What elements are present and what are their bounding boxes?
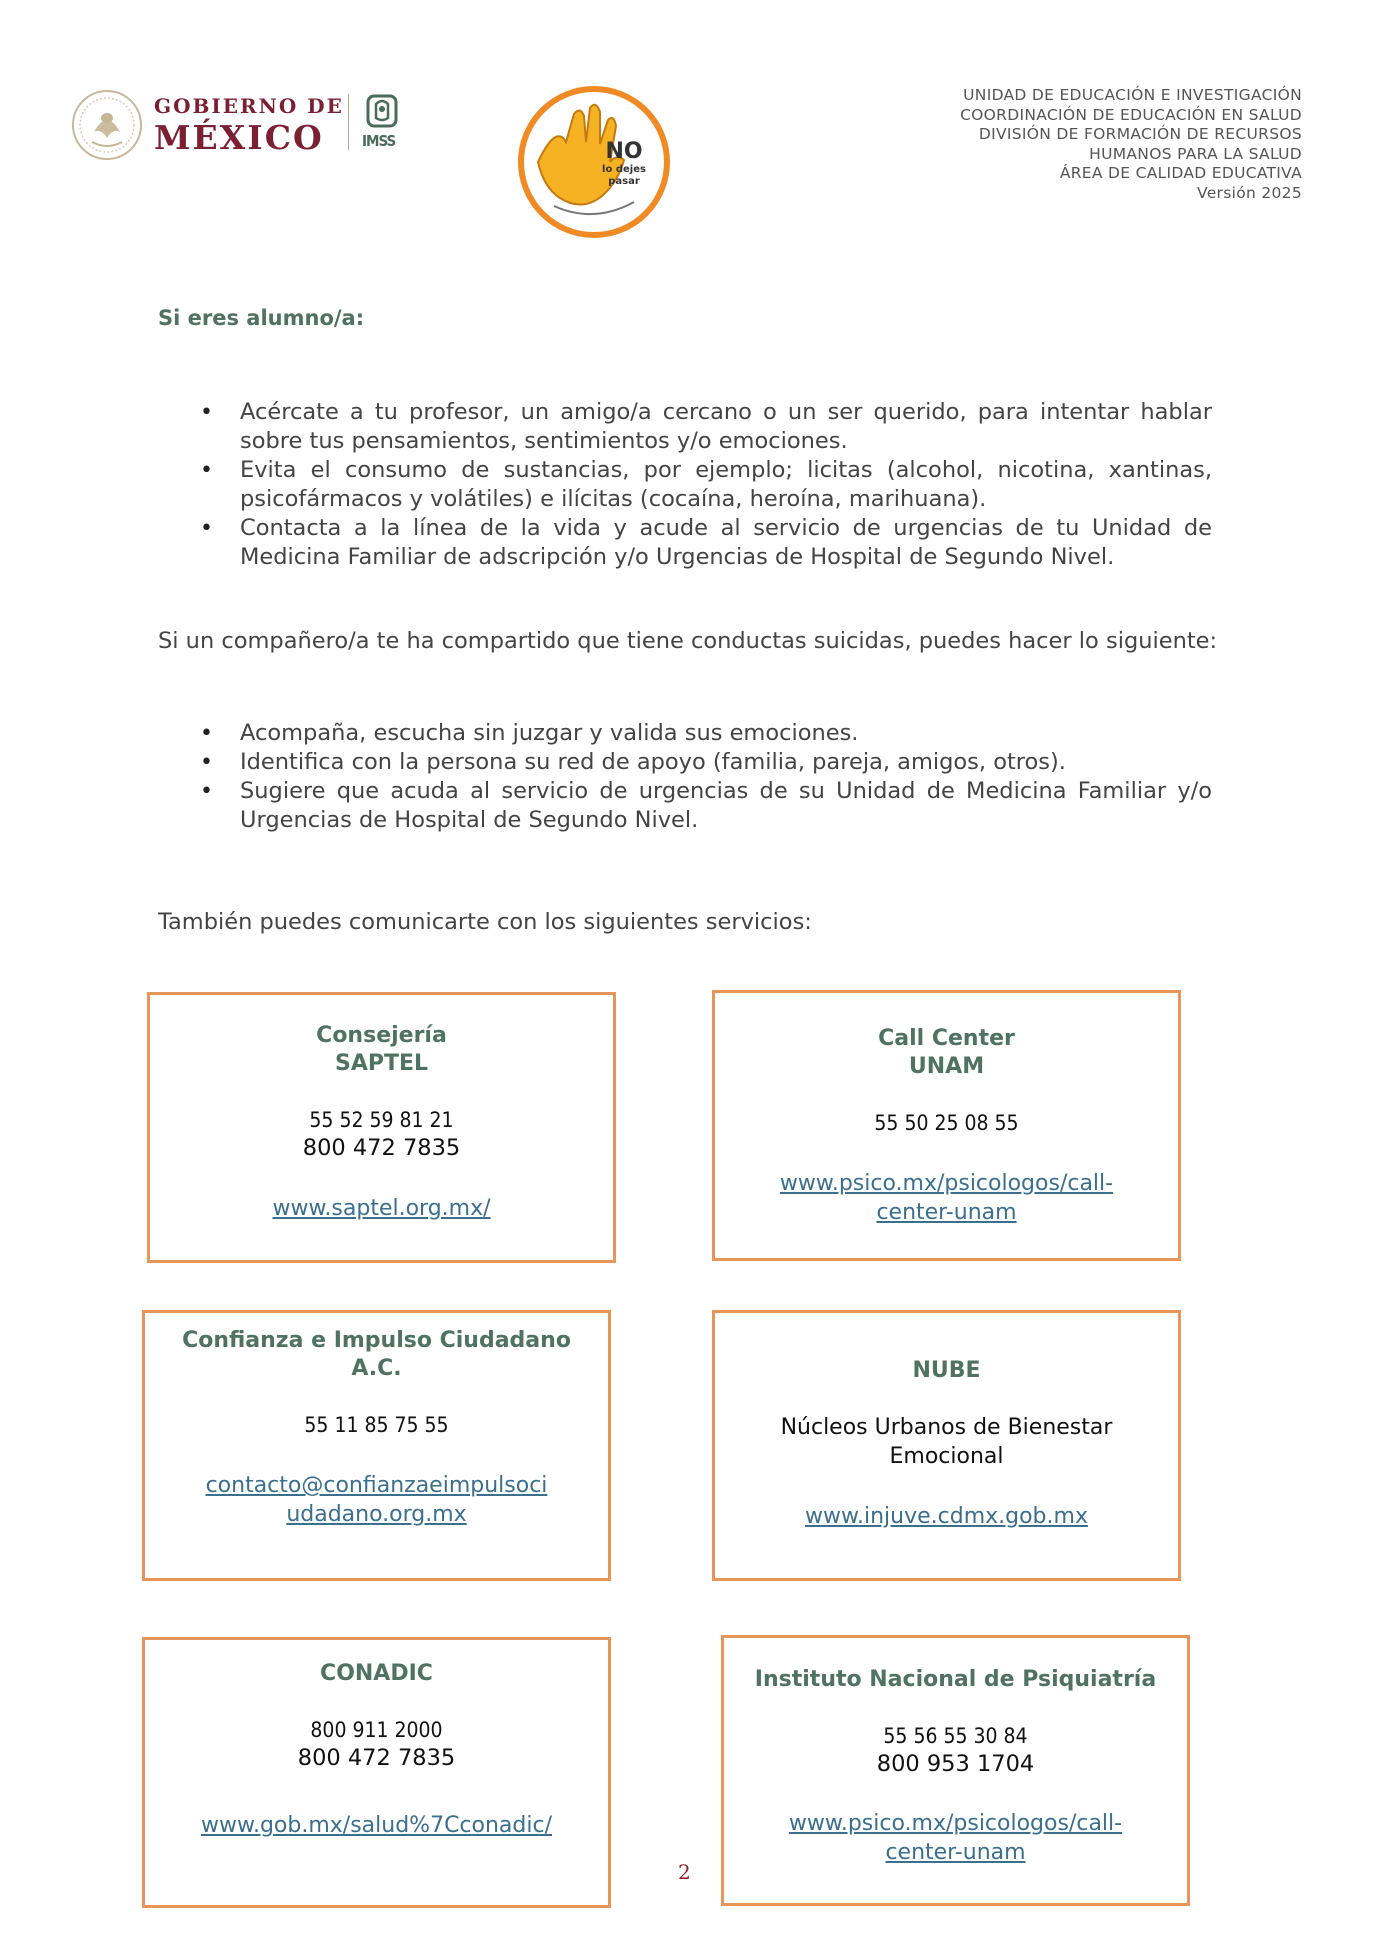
page-number: 2 — [678, 1860, 691, 1884]
logo-pasar-text: pasar — [608, 176, 640, 187]
gobierno-line2: MÉXICO — [154, 118, 324, 157]
card-title: A.C. — [351, 1356, 402, 1381]
card-link[interactable]: www.psico.mx/psicologos/call- — [788, 1811, 1123, 1836]
services-intro: También puedes comunicarte con los siguientes servicios: — [158, 909, 812, 935]
gobierno-wordmark — [154, 94, 344, 157]
card-link[interactable]: contacto@confianzaeimpulsoci — [205, 1473, 548, 1498]
service-card-nube — [712, 1310, 1181, 1581]
info-line: UNIDAD DE EDUCACIÓN E INVESTIGACIÓN — [963, 86, 1302, 104]
info-line: COORDINACIÓN DE EDUCACIÓN EN SALUD — [960, 105, 1302, 124]
info-line: DIVISIÓN DE FORMACIÓN DE RECURSOS — [978, 125, 1302, 143]
info-line: ÁREA DE CALIDAD EDUCATIVA — [1059, 164, 1302, 182]
imss-logo — [362, 94, 406, 150]
card-phone: 55 52 59 81 21 — [309, 1108, 454, 1132]
list-item: • Sugiere que acuda al servicio de urgencias de su Unidad de Medicina Familiar y/o Urgencias de Hospital de Segundo Nivel. — [200, 777, 1212, 835]
hand-stop-icon — [516, 84, 672, 240]
imss-emblem-icon — [362, 94, 402, 130]
card-link[interactable]: www.psico.mx/psicologos/call- — [779, 1171, 1114, 1196]
card-title: CONADIC — [320, 1661, 433, 1686]
card-title: Instituto Nacional de Psiquiatría — [754, 1667, 1157, 1692]
service-card-confianza — [142, 1310, 611, 1581]
service-card-call-center-unam — [712, 990, 1181, 1261]
list-item: • Acompaña, escucha sin juzgar y valida sus emociones. — [200, 719, 1212, 748]
service-card-saptel — [147, 992, 616, 1263]
card-phone: 55 50 25 08 55 — [874, 1111, 1019, 1135]
card-phone: 55 11 85 75 55 — [304, 1413, 449, 1437]
logo-no-text: NO — [605, 139, 643, 164]
card-phone: 800 472 7835 — [297, 1745, 456, 1771]
card-title: UNAM — [908, 1054, 985, 1079]
service-card-conadic — [142, 1637, 611, 1908]
card-title: NUBE — [912, 1358, 981, 1383]
card-link[interactable]: udadano.org.mx — [286, 1502, 467, 1527]
card-phone: 800 953 1704 — [876, 1751, 1035, 1777]
card-link[interactable]: www.saptel.org.mx/ — [272, 1196, 491, 1221]
peer-section-intro: Si un compañero/a te ha compartido que tiene conductas suicidas, puedes hacer lo siguiente: — [158, 628, 1218, 654]
gobierno-line1: GOBIERNO DE — [154, 94, 344, 118]
peer-bullet-list — [200, 719, 1212, 835]
institution-info — [960, 86, 1302, 203]
card-description: Emocional — [889, 1444, 1004, 1469]
student-bullet-list — [200, 398, 1212, 572]
logo-lodejes-text: lo dejes — [602, 164, 646, 175]
version-label: Versión 2025 — [1197, 183, 1302, 202]
card-phone: 55 56 55 30 84 — [883, 1724, 1028, 1748]
card-phone: 800 472 7835 — [302, 1135, 461, 1161]
imss-label: IMSS — [362, 132, 396, 150]
card-title: Consejería — [316, 1023, 447, 1048]
no-lo-dejes-pasar-logo — [516, 84, 672, 240]
card-description: Núcleos Urbanos de Bienestar — [780, 1415, 1113, 1440]
card-link[interactable]: center-unam — [876, 1200, 1017, 1225]
info-line: HUMANOS PARA LA SALUD — [1089, 144, 1302, 163]
list-item: • Evita el consumo de sustancias, por ejemplo; licitas (alcohol, nicotina, xantinas, psicofármacos y volátiles) e ilícitas (cocaína, heroína, marihuana). — [200, 456, 1212, 514]
list-item: • Contacta a la línea de la vida y acude al servicio de urgencias de tu Unidad de Medicina Familiar de adscripción y/o Urgencias de Hospital de Segundo Nivel. — [200, 514, 1212, 572]
card-phone: 800 911 2000 — [310, 1718, 443, 1742]
card-link[interactable]: www.gob.mx/salud%7Cconadic/ — [201, 1813, 552, 1838]
list-item: • Identifica con la persona su red de apoyo (familia, pareja, amigos, otros). — [200, 748, 1212, 777]
card-title: SAPTEL — [334, 1051, 429, 1076]
card-title: Confianza e Impulso Ciudadano — [182, 1328, 571, 1353]
service-card-psiquiatria — [721, 1635, 1190, 1906]
card-link[interactable]: center-unam — [885, 1840, 1026, 1865]
list-item: • Acércate a tu profesor, un amigo/a cercano o un ser querido, para intentar hablar sobre tus pensamientos, sentimientos y/o emociones. — [200, 398, 1212, 456]
logo-divider — [348, 94, 349, 150]
card-link[interactable]: www.injuve.cdmx.gob.mx — [805, 1504, 1088, 1529]
card-title: Call Center — [878, 1026, 1015, 1051]
gobierno-mexico-logo — [70, 88, 410, 168]
national-seal-icon — [70, 88, 144, 162]
student-section-title: Si eres alumno/a: — [158, 306, 365, 330]
